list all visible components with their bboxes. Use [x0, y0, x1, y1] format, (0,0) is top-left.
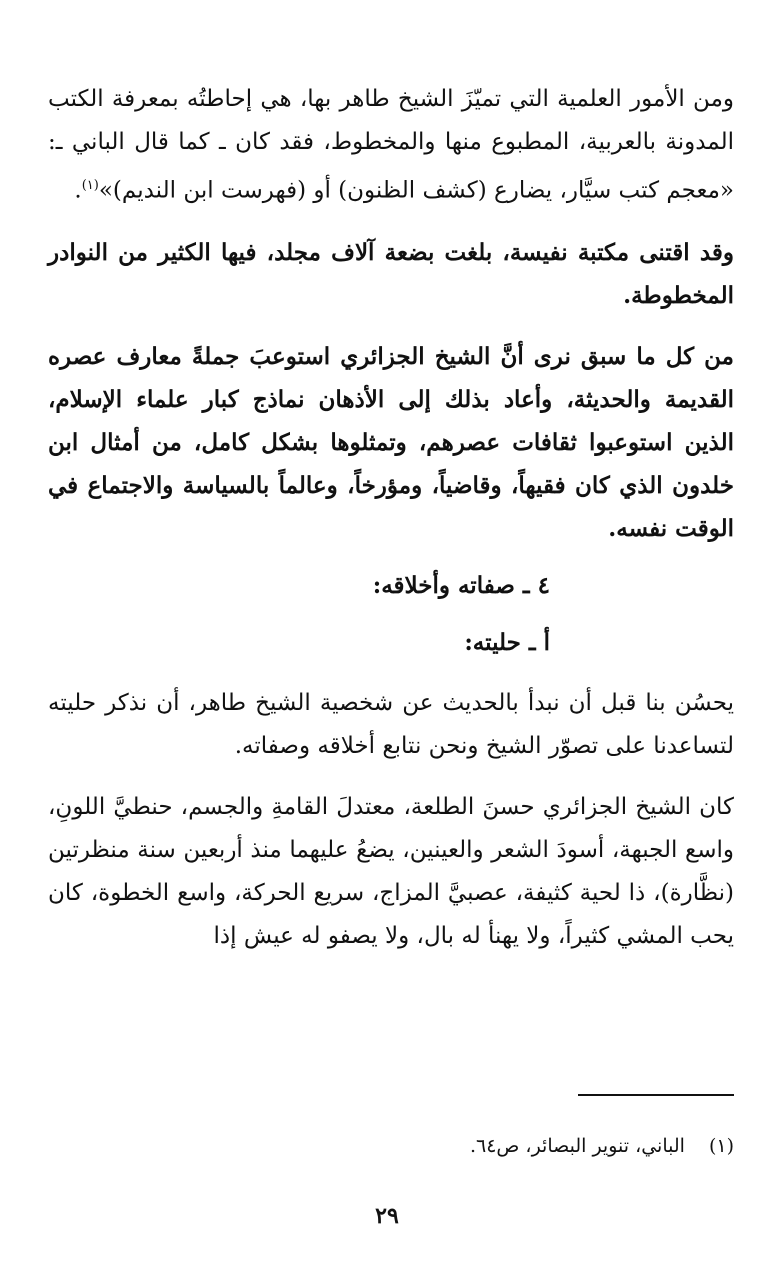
footnote-number: (١)	[708, 1135, 734, 1157]
footnote-text: الباني، تنوير البصائر، ص٦٤.	[469, 1135, 685, 1157]
paragraph-3: من كل ما سبق نرى أنَّ الشيخ الجزائري استوعبَ جملةً معارف عصره القديمة والحديثة، وأعاد بذلك إلى الأذهان نماذج كبار علماء الإسلام، الذين استوعبوا ثقافات عصرهم، وتمثلوها بشكل كامل، من أمثال ابن خلدون الذي كان فقيهاً، وقاضياً، ومؤرخاً، وعالماً بالسياسة والاجتماع في الوقت نفسه.	[48, 342, 734, 542]
subsection-heading: أ ـ حليته:	[464, 628, 550, 656]
paragraph-5: كان الشيخ الجزائري حسنَ الطلعة، معتدلَ القامةِ والجسم، حنطيَّ اللونِ، واسع الجبهة، أسودَ الشعر والعينين، يضعُ عليهما منذ أربعين سنة منظرتين (نظَّارة)، ذا لحية كثيفة، عصبيَّ المزاج، سريع الحركة، واسع الخطوة، كان يحب المشي كثيراً، ولا يهنأ له بال، ولا يصفو له عيش إذا	[48, 793, 734, 949]
footnote-reference: (١)	[81, 178, 99, 193]
paragraph-4: يحسُن بنا قبل أن نبدأ بالحديث عن شخصية الشيخ طاهر، أن نذكر حليته لتساعدنا على تصوّر الشيخ ونحن نتابع أخلاقه وصفاته.	[48, 689, 734, 759]
footnote-divider	[578, 1094, 734, 1096]
footnote	[470, 1135, 734, 1157]
paragraph-2: وقد اقتنى مكتبة نفيسة، بلغت بضعة آلاف مجلد، فيها الكثير من النوادر المخطوطة.	[48, 238, 734, 309]
page-body	[48, 78, 734, 958]
paragraph-1-end: .	[74, 177, 82, 204]
paragraph-1	[48, 78, 734, 213]
paragraph-1-text: ومن الأمور العلمية التي تميّزَ الشيخ طاهر بها، هي إحاطتُه بمعرفة الكتب المدونة بالعربية، المطبوع منها والمخطوط، فقد كان ـ كما قال الباني ـ: «معجم كتب سيَّار، يضارع (كشف الظنون) أو (فهرست ابن النديم)»	[48, 86, 734, 204]
page-number: ٢٩	[375, 1203, 399, 1229]
section-heading: ٤ ـ صفاته وأخلاقه:	[372, 571, 550, 599]
